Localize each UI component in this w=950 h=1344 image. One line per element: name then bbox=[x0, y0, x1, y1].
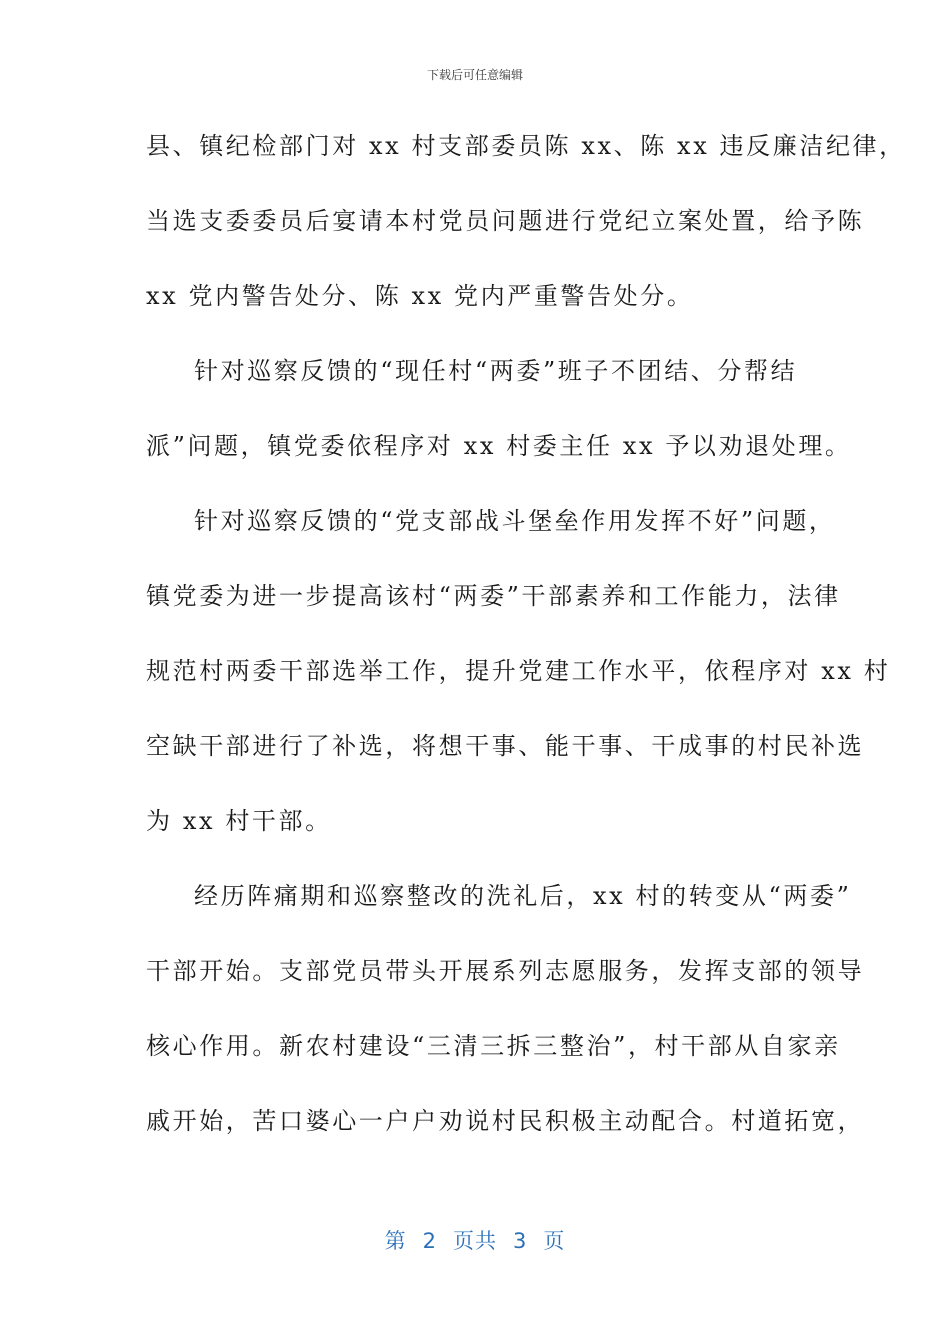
text-line: 空缺干部进行了补选，将想干事、能干事、干成事的村民补选 bbox=[146, 732, 865, 760]
text-line: 经历阵痛期和巡察整改的洗礼后，xx 村的转变从“两委” bbox=[194, 882, 852, 910]
text-line: 镇党委为进一步提高该村“两委”干部素养和工作能力，法律 bbox=[146, 582, 841, 610]
text-line: 规范村两委干部选举工作，提升党建工作水平，依程序对 xx 村 bbox=[146, 657, 891, 685]
page-label-middle: 页共 bbox=[453, 1229, 497, 1253]
total-pages-number: 3 bbox=[513, 1229, 528, 1253]
page-label-prefix: 第 bbox=[384, 1229, 407, 1253]
paragraph bbox=[146, 493, 891, 868]
text-line: 为 xx 村干部。 bbox=[146, 807, 332, 835]
document-body bbox=[146, 118, 906, 1168]
paragraph bbox=[146, 343, 852, 493]
text-line: 干部开始。支部党员带头开展系列志愿服务，发挥支部的领导 bbox=[146, 957, 865, 985]
text-line: xx 党内警告处分、陈 xx 党内严重警告处分。 bbox=[146, 282, 694, 310]
text-line: 派”问题，镇党委依程序对 xx 村委主任 xx 予以劝退处理。 bbox=[146, 432, 852, 460]
paragraph bbox=[146, 118, 906, 343]
page-number-footer bbox=[0, 1225, 950, 1255]
text-line: 针对巡察反馈的“现任村“两委”班子不团结、分帮结 bbox=[194, 357, 798, 385]
text-line: 针对巡察反馈的“党支部战斗堡垒作用发挥不好”问题， bbox=[194, 507, 836, 535]
paragraph bbox=[146, 868, 865, 1168]
page-label-suffix: 页 bbox=[543, 1229, 566, 1253]
text-line: 县、镇纪检部门对 xx 村支部委员陈 xx、陈 xx 违反廉洁纪律， bbox=[146, 132, 906, 160]
current-page-number: 2 bbox=[422, 1229, 437, 1253]
text-line: 戚开始，苦口婆心一户户劝说村民积极主动配合。村道拓宽， bbox=[146, 1107, 865, 1135]
text-line: 核心作用。新农村建设“三清三拆三整治”，村干部从自家亲 bbox=[146, 1032, 841, 1060]
text-line: 当选支委委员后宴请本村党员问题进行党纪立案处置，给予陈 bbox=[146, 207, 865, 235]
page-header-note: 下载后可任意编辑 bbox=[426, 68, 523, 82]
